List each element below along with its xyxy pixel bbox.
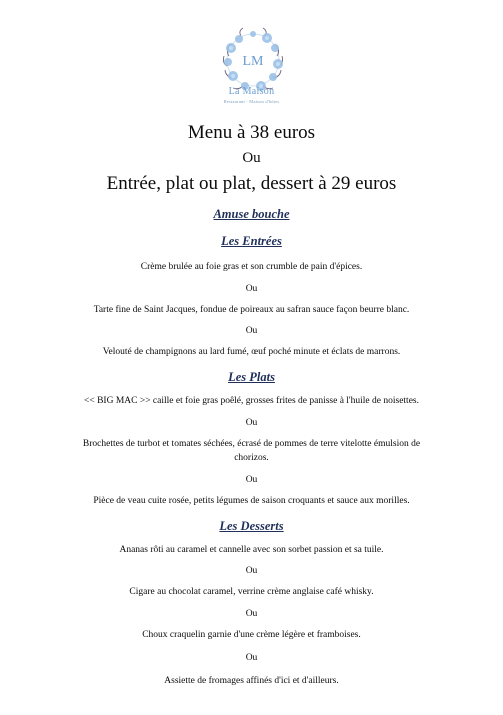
menu-or: Ou [242,150,261,166]
menu-price-title: Menu à 38 euros [187,122,316,143]
section-plats: Les Plats [228,370,275,384]
separator-ou: Ou [245,326,258,336]
menu-item-continued: chorizos. [234,453,269,463]
menu-formula-title: Entrée, plat ou plat, dessert à 29 euros [106,173,397,194]
section-entrees: Les Entrées [221,234,282,248]
menu-item: Choux craquelin garnie d'une crème légère et framboises. [142,630,361,640]
section-desserts: Les Desserts [219,519,284,533]
separator-ou: Ou [245,566,258,576]
menu-item: Pièce de veau cuite rosée, petits légumes de saison croquants et sauce aux morilles. [93,496,410,506]
menu-item: Crème brulée au foie gras et son crumble de pain d'épices. [140,262,363,272]
logo-monogram: LM [242,54,264,69]
menu-item: Cigare au chocolat caramel, verrine crème anglaise café whisky. [129,587,374,597]
menu-item: Velouté de champignons au lard fumé, œuf poché minute et éclats de marrons. [102,347,401,357]
separator-ou: Ou [245,609,258,619]
section-amuse-bouche: Amuse bouche [213,207,290,221]
brand-subtitle: Restaurant - Maison d'hôtes [223,99,280,104]
separator-ou: Ou [245,653,258,663]
separator-ou: Ou [245,284,258,294]
menu-item: Tarte fine de Saint Jacques, fondue de poireaux au safran sauce façon beurre blanc. [93,305,410,315]
menu-item: Brochettes de turbot et tomates séchées, écrasé de pommes de terre vitelotte émulsion de [82,439,421,449]
menu-item: << BIG MAC >> caille et foie gras poêlé, grosses frites de panisse à l'huile de noisettes. [84,396,419,406]
la-maison-logo [219,26,287,94]
menu-item: Assiette de fromages affinés d'ici et d'ailleurs. [164,676,339,686]
separator-ou: Ou [245,475,258,485]
separator-ou: Ou [245,418,258,428]
menu-item: Ananas rôti au caramel et cannelle avec son sorbet passion et sa tuile. [119,545,384,555]
brand-name: La Maison [228,86,275,97]
